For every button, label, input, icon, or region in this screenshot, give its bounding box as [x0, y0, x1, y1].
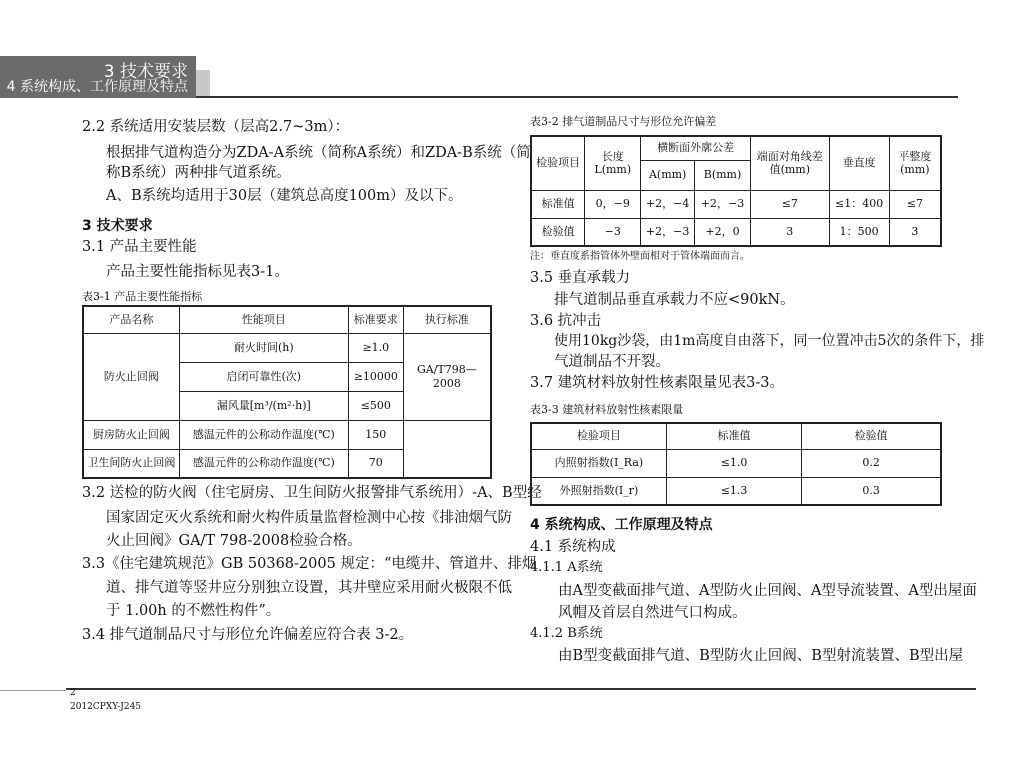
table-cell: 感温元件的公称动作温度(℃)	[179, 449, 348, 478]
section-3-5: 3.5 垂直承载力	[530, 270, 631, 286]
table-3-2-note: 注：垂直度系指管体外壁面相对于管体端面而言。	[530, 251, 750, 262]
table-3-2	[530, 135, 942, 247]
section-4-1-1: 4.1.1 A系统	[530, 560, 603, 575]
paragraph: 排气道制品垂直承载力不应<90kN。	[554, 292, 795, 308]
paragraph: 称B系统）两种排气道系统。	[106, 165, 291, 181]
paragraph: 于 1.00h 的不燃性构件”。	[106, 603, 281, 619]
table-header: 横断面外廓公差	[641, 136, 751, 160]
table-cell: 外照射指数(I_r)	[531, 477, 666, 505]
table-cell: ≤7	[750, 190, 829, 218]
section-3-6: 3.6 抗冲击	[530, 313, 602, 329]
table-header: 执行标准	[403, 306, 491, 333]
paragraph: 产品主要性能指标见表3-1。	[106, 264, 289, 280]
section-3-4: 3.4 排气道制品尺寸与形位允许偏差应符合表 3-2。	[82, 627, 414, 643]
table-header: 产品名称	[83, 306, 179, 333]
table-header: 长度L(mm)	[585, 136, 641, 190]
chapter-title: 3 技术要求	[103, 62, 188, 82]
section-4-1-2: 4.1.2 B系统	[530, 626, 603, 641]
table-3-1	[82, 305, 492, 479]
table-header: 检验值	[802, 423, 941, 449]
table-cell: ≥10000	[348, 362, 403, 391]
paragraph: 根据排气道构造分为ZDA-A系统（简称A系统）和ZDA-B系统（简	[106, 145, 531, 161]
table-3-3-caption: 表3-3 建筑材料放射性核素限量	[530, 403, 684, 416]
section-3-1: 3.1 产品主要性能	[82, 239, 197, 255]
paragraph: 由A型变截面排气道、A型防火止回阀、A型导流装置、A型出屋面	[558, 583, 977, 599]
table-cell	[403, 420, 491, 478]
table-cell: 0，−9	[585, 190, 641, 218]
paragraph: 火止回阀》GA/T 798-2008检验合格。	[106, 533, 362, 549]
header-shadow	[196, 70, 210, 98]
table-header: 垂直度	[829, 136, 889, 190]
section-heading-3: 3 技术要求	[82, 218, 153, 234]
table-cell: ≤1.0	[666, 449, 801, 477]
table-cell: ≥1.0	[348, 333, 403, 362]
table-cell: 漏风量[m³/(m²·h)]	[179, 391, 348, 420]
table-header: A(mm)	[641, 160, 695, 190]
table-cell: +2，−4	[641, 190, 695, 218]
section-heading-4: 4 系统构成、工作原理及特点	[530, 517, 713, 533]
paragraph: 使用10kg沙袋，由1m高度自由落下，同一位置冲击5次的条件下，排	[554, 333, 985, 349]
table-cell: ≤1.3	[666, 477, 801, 505]
section-3-2: 3.2 送检的防火阀（住宅厨房、卫生间防火报警排气系统用）-A、B型经	[82, 485, 542, 501]
table-header: 端面对角线差值(mm)	[750, 136, 829, 190]
table-3-2-caption: 表3-2 排气道制品尺寸与形位允许偏差	[530, 115, 717, 128]
paragraph: 道、排气道等竖井应分别独立设置，其井壁应采用耐火极限不低	[106, 580, 512, 596]
table-3-1-caption: 表3-1 产品主要性能指标	[82, 290, 203, 303]
table-cell: 检验值	[531, 218, 585, 246]
table-cell: +2，0	[695, 218, 751, 246]
section-2-2: 2.2 系统适用安装层数（层高2.7~3m）：	[82, 119, 350, 135]
table-header: B(mm)	[695, 160, 751, 190]
table-cell: 1：500	[829, 218, 889, 246]
table-cell: 内照射指数(I_Ra)	[531, 449, 666, 477]
table-header: 标准值	[666, 423, 801, 449]
table-cell: 标准值	[531, 190, 585, 218]
table-cell: 3	[889, 218, 941, 246]
table-header: 检验项目	[531, 136, 585, 190]
table-cell: +2，−3	[695, 190, 751, 218]
page-number: 2	[70, 688, 76, 698]
section-3-7: 3.7 建筑材料放射性核素限量见表3-3。	[530, 375, 785, 391]
table-cell: 耐火时间(h)	[179, 333, 348, 362]
table-cell: 卫生间防火止回阀	[83, 449, 179, 478]
paragraph: A、B系统均适用于30层（建筑总高度100m）及以下。	[106, 188, 463, 204]
table-cell: 启闭可靠性(次)	[179, 362, 348, 391]
table-cell: 150	[348, 420, 403, 449]
table-header: 检验项目	[531, 423, 666, 449]
table-cell: +2，−3	[641, 218, 695, 246]
table-cell: ≤1：400	[829, 190, 889, 218]
table-cell: ≤7	[889, 190, 941, 218]
table-header: 性能项目	[179, 306, 348, 333]
footer-rule-thin	[0, 690, 66, 691]
table-cell: 0.3	[802, 477, 941, 505]
section-3-3: 3.3《住宅建筑规范》GB 50368-2005 规定：“电缆井、管道井、排烟	[82, 556, 537, 572]
chapter-header	[0, 56, 196, 98]
table-cell: ≤500	[348, 391, 403, 420]
table-header: 平整度(mm)	[889, 136, 941, 190]
table-cell: 70	[348, 449, 403, 478]
table-cell: 厨房防火止回阀	[83, 420, 179, 449]
table-cell: 防火止回阀	[83, 333, 179, 420]
chapter-subtitle: 4 系统构成、工作原理及特点	[6, 79, 188, 95]
table-cell: 0.2	[802, 449, 941, 477]
table-cell: 3	[750, 218, 829, 246]
footer-rule	[66, 688, 976, 690]
paragraph: 国家固定灭火系统和耐火构件质量监督检测中心按《排油烟气防	[106, 510, 512, 526]
table-cell: GA/T798—2008	[403, 333, 491, 420]
section-4-1: 4.1 系统构成	[530, 539, 616, 555]
paragraph: 风帽及首层自然进气口构成。	[558, 605, 747, 621]
header-rule	[196, 96, 958, 98]
paragraph: 由B型变截面排气道、B型防火止回阀、B型射流装置、B型出屋	[558, 648, 964, 664]
table-cell: 感温元件的公称动作温度(℃)	[179, 420, 348, 449]
table-header: 标准要求	[348, 306, 403, 333]
table-3-3	[530, 422, 942, 506]
paragraph: 气道制品不开裂。	[554, 354, 670, 370]
table-cell: −3	[585, 218, 641, 246]
document-code: 2012CPXY-J245	[70, 702, 142, 712]
